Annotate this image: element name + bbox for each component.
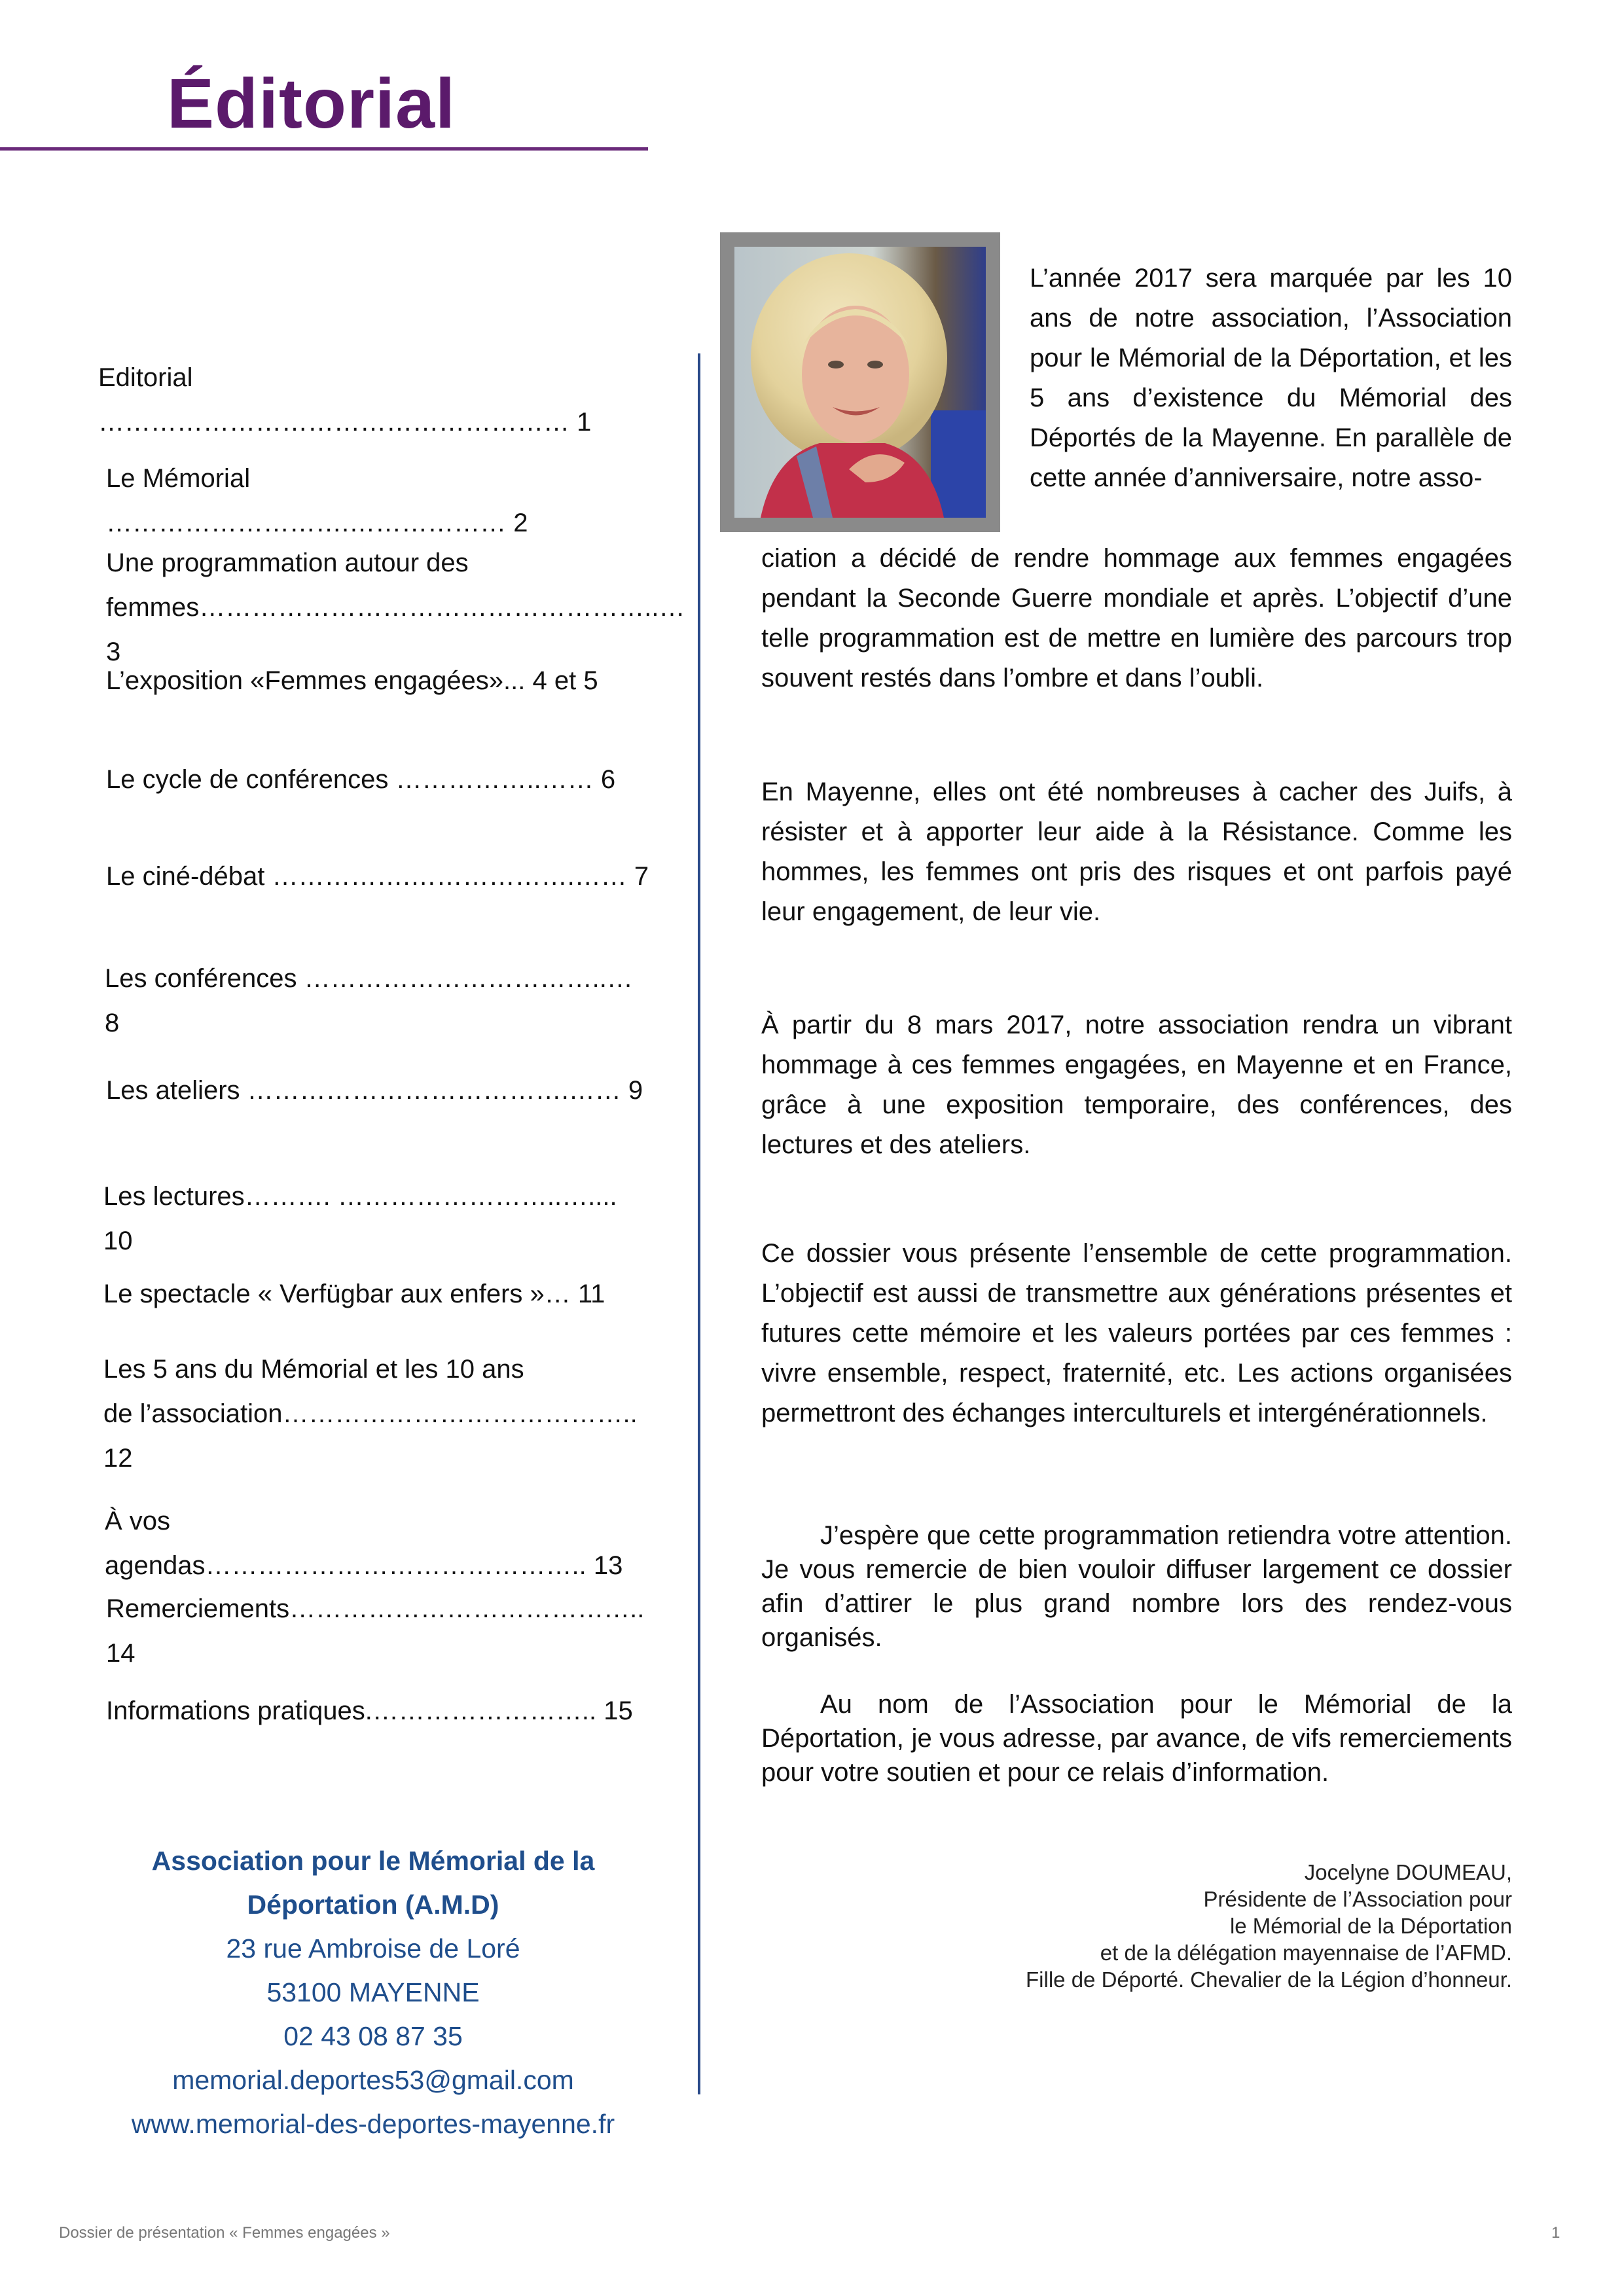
footer-page-number: 1	[1551, 2224, 1561, 2242]
editorial-paragraph-2: En Mayenne, elles ont été nombreuses à cacher des Juifs, à résister et à apporter leur aide à la Résistance. Comme les hommes, les femmes ont pris des risques et ont parfois payé leur engagement, de leur vie.	[761, 778, 1512, 926]
signature-line-4: Fille de Déporté. Chevalier de la Légion d’honneur.	[1026, 1967, 1512, 1992]
signature-line-2: le Mémorial de la Déportation	[1229, 1914, 1512, 1938]
contact-block	[72, 1839, 674, 2146]
contact-city: 53100 MAYENNE	[266, 1977, 480, 2007]
contact-website[interactable]: www.memorial-des-deportes-mayenne.fr	[131, 2109, 615, 2139]
toc-entry-text: Les ateliers ……………………………….…… 9	[106, 1076, 643, 1105]
signature-line-3: et de la délégation mayennaise de l’AFMD.	[1100, 1941, 1512, 1965]
toc-entry-text: Le ciné-débat …………….……………….…… 7	[106, 862, 649, 891]
toc-entry-text: Remerciements………………………………….. 14	[106, 1594, 645, 1668]
editorial-paragraph-5: J’espère que cette programmation retiendra votre attention. Je vous remercie de bien vouloir diffuser largement ce dossier afin d’attirer le plus grand nombre lors des rendez-vous organisés.	[761, 1521, 1512, 1652]
signature-line-1: Présidente de l’Association pour	[1203, 1887, 1512, 1911]
toc-entry-ateliers[interactable]	[106, 1068, 649, 1113]
signature-block	[916, 1859, 1512, 1993]
editorial-paragraph-1a: L’année 2017 sera marquée par les 10 ans de notre association, l’Association pour le Mémorial de la Déportation, et les 5 ans d’existence du Mémorial des Déportés de la Mayenne. En parallèle de cette année d’anniversaire, notre asso-	[1030, 264, 1512, 492]
toc-entry-text: L’exposition «Femmes engagées»... 4 et 5	[106, 666, 598, 695]
author-photo	[734, 247, 986, 518]
toc-entry-text: Le Mémorial ……………………….……………… 2	[106, 464, 528, 537]
toc-entry-text: Les conférences ……………………………..… 8	[105, 964, 633, 1037]
toc-entry-text: Le spectacle « Verfügbar aux enfers »… 11	[103, 1280, 605, 1308]
toc-entry-text: Une programmation autour des femmes……………………………………………..… 3	[106, 548, 685, 666]
title-underline	[0, 147, 648, 151]
editorial-paragraph-4: Ce dossier vous présente l’ensemble de cette programmation. L’objectif est aussi de transmettre aux générations présentes et futures cette mémoire et les valeurs portées par ces femmes : vivre ensemble, respect, fraternité, etc. Les actions organisées permettront des échanges interculturels et intergénérationnels.	[761, 1239, 1512, 1427]
signature-name: Jocelyne DOUMEAU,	[1304, 1860, 1512, 1884]
contact-org-line1: Association pour le Mémorial de la	[151, 1846, 595, 1876]
toc-entry-memorial[interactable]	[106, 456, 649, 545]
toc-entry-conferences[interactable]	[105, 956, 648, 1045]
toc-entry-anniversaire[interactable]	[103, 1347, 647, 1480]
toc-entry-text: Les lectures………. ……………………..….... 10	[103, 1182, 617, 1255]
contact-phone[interactable]: 02 43 08 87 35	[283, 2021, 463, 2051]
editorial-paragraph-3: À partir du 8 mars 2017, notre association rendra un vibrant hommage à ces femmes engagées, en Mayenne et en France, grâce à une exposition temporaire, des conférences, des lectures et des ateliers.	[761, 1011, 1512, 1159]
toc-entry-text: Informations pratiques.…………………….. 15	[106, 1696, 633, 1725]
toc-entry-lectures[interactable]	[103, 1174, 647, 1263]
toc-entry-editorial[interactable]	[98, 355, 641, 444]
toc-entry-text: Editorial ……………………………………………… 1	[98, 363, 592, 437]
contact-email[interactable]: memorial.deportes53@gmail.com	[172, 2065, 574, 2095]
column-divider	[698, 353, 700, 2094]
toc-entry-cine-debat[interactable]	[106, 854, 649, 899]
toc-entry-spectacle[interactable]	[103, 1272, 647, 1316]
editorial-paragraph-1b: ciation a décidé de rendre hommage aux femmes engagées pendant la Seconde Guerre mondiale et après. L’objectif d’une telle programmation est de mettre en lumière des parcours trop souvent restés dans l’ombre et dans l’oubli.	[761, 544, 1512, 692]
toc-entry-cycle-conferences[interactable]	[106, 757, 649, 802]
footer-document-title: Dossier de présentation « Femmes engagées »	[59, 2224, 390, 2242]
editorial-paragraph-6: Au nom de l’Association pour le Mémorial de la Déportation, je vous adresse, par avance, de vifs remerciements pour votre soutien et pour ce relais d’information.	[761, 1690, 1512, 1787]
toc-entry-exposition[interactable]	[106, 658, 649, 703]
toc-entry-agendas[interactable]	[105, 1499, 648, 1588]
toc-entry-remerciements[interactable]	[106, 1587, 649, 1676]
toc-entry-programmation[interactable]	[106, 541, 685, 674]
contact-address: 23 rue Ambroise de Loré	[226, 1933, 520, 1964]
contact-org-line2: Déportation (A.M.D)	[247, 1890, 499, 1920]
toc-entry-informations[interactable]	[106, 1689, 649, 1733]
page-title: Éditorial	[167, 63, 456, 143]
toc-entry-text: Les 5 ans du Mémorial et les 10 ans de l’association………………………………….. 12	[103, 1355, 638, 1473]
toc-entry-text: À vos agendas…………………………………….. 13	[105, 1507, 623, 1580]
author-photo-frame	[720, 232, 1000, 532]
toc-entry-text: Le cycle de conférences ……………..…… 6	[106, 765, 616, 794]
